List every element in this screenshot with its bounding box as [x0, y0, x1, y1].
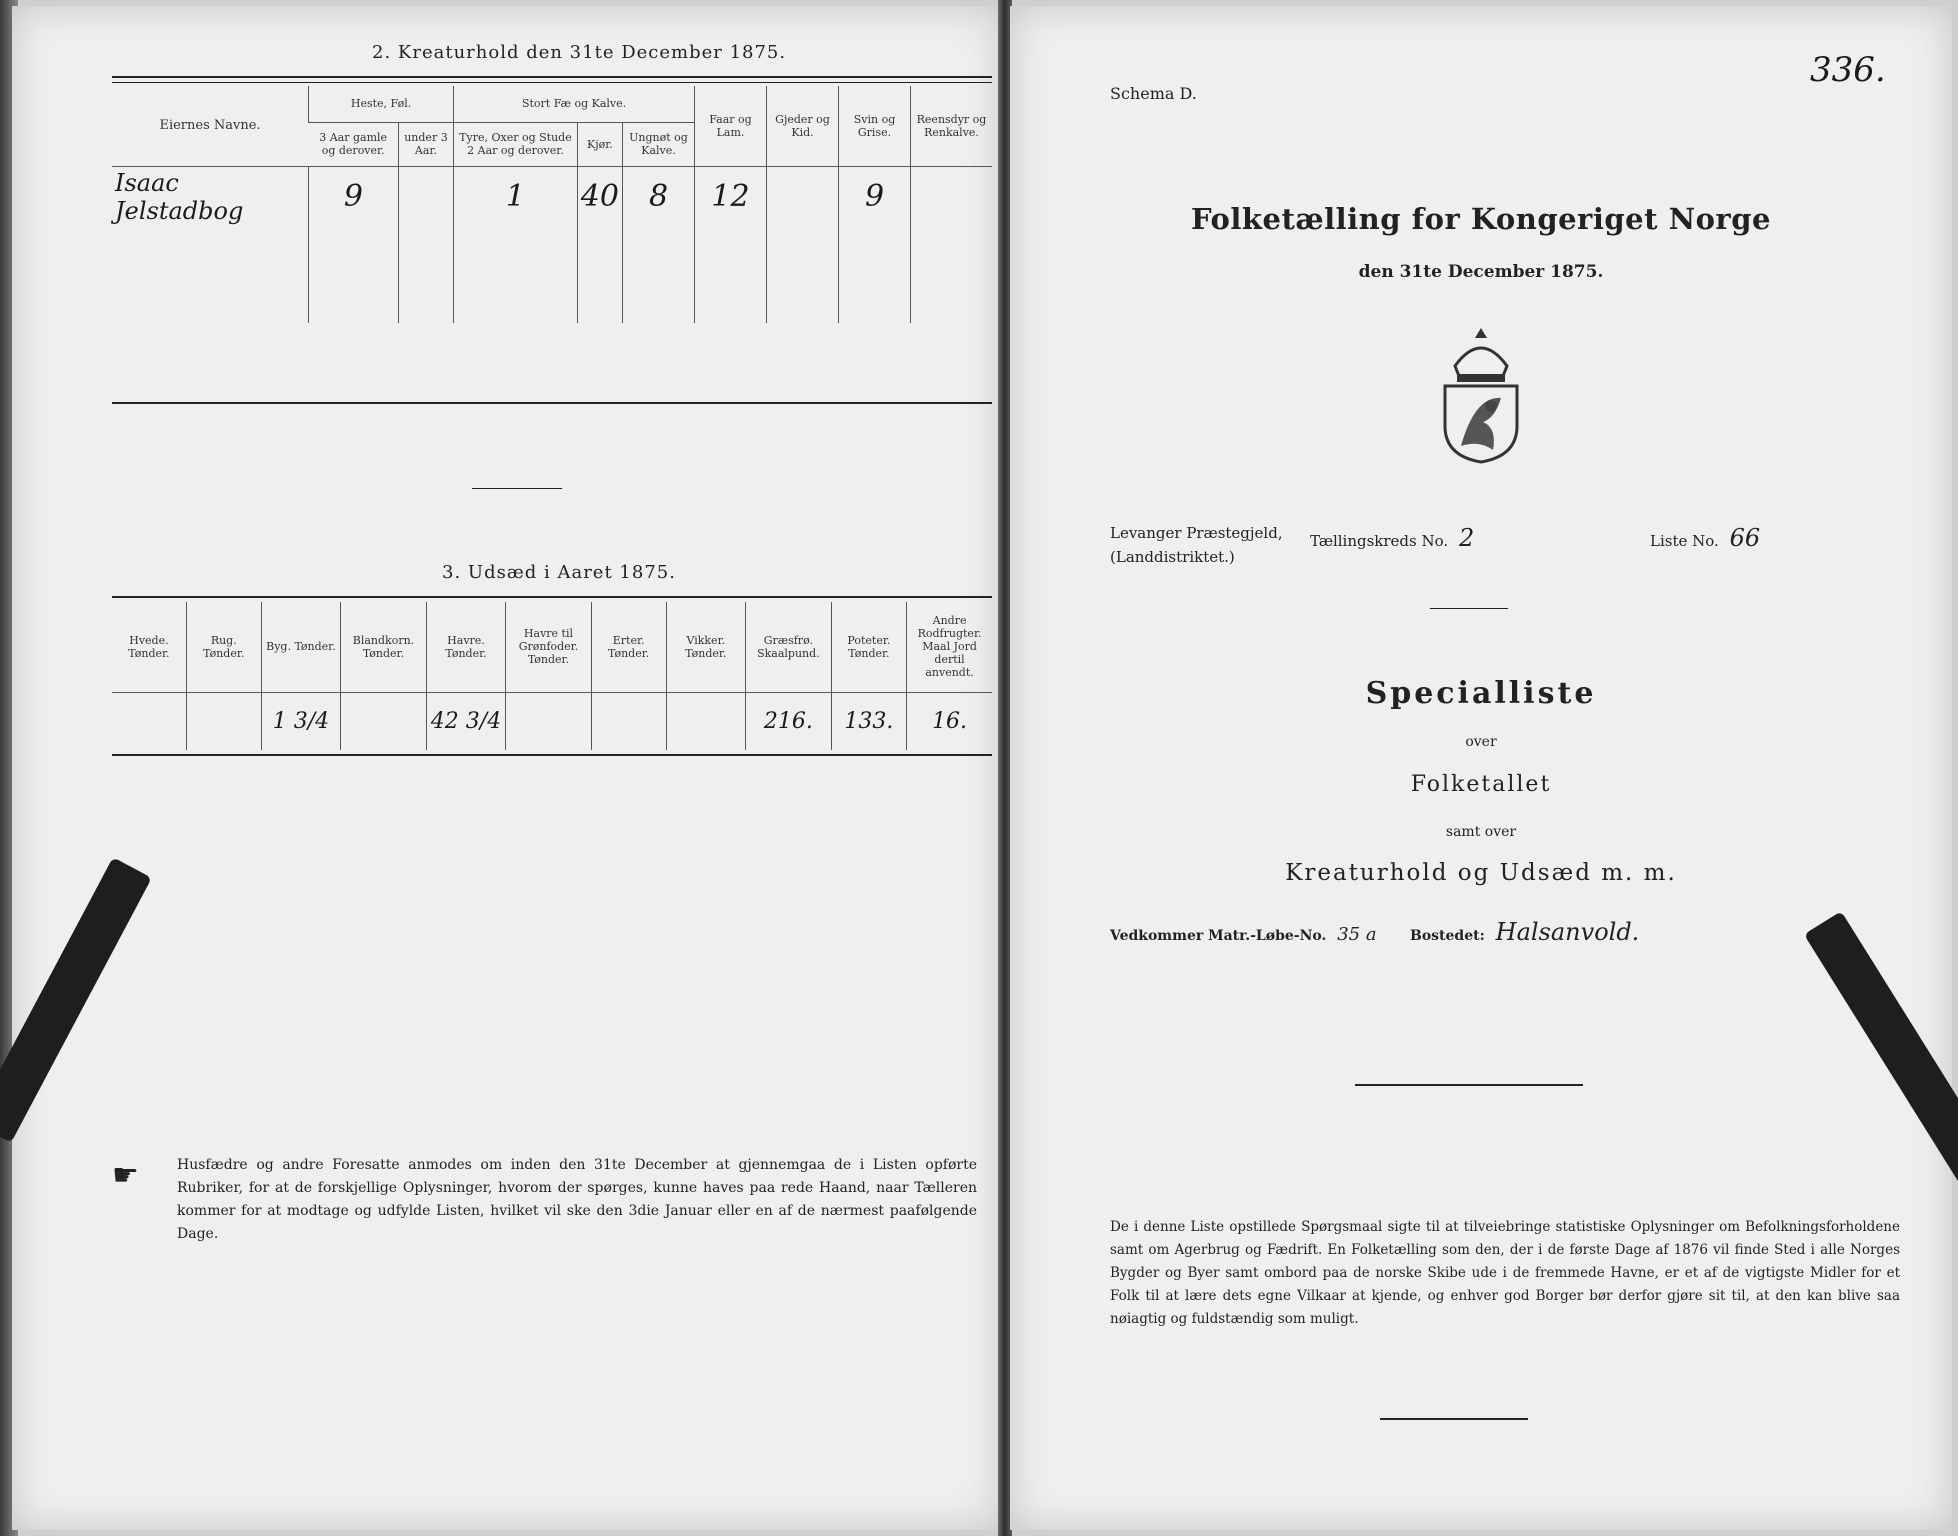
right-page	[1010, 6, 1952, 1530]
samt-over-label: samt over	[1445, 824, 1517, 840]
col-peas: Erter. Tønder.	[591, 602, 666, 692]
over-label: over	[1465, 734, 1497, 750]
group-cattle: Stort Fæ og Kalve.	[454, 86, 695, 122]
cell-cows: 40	[577, 166, 622, 227]
divider	[1430, 608, 1508, 609]
district-sub: (Landdistriktet.)	[1110, 548, 1235, 566]
list-number: 66	[1729, 524, 1761, 552]
top-rule-2	[112, 82, 992, 83]
left-page	[12, 6, 1002, 1530]
table-row	[112, 291, 992, 323]
cell-oats: 42 3/4	[426, 692, 505, 750]
cell-horse-3y: 9	[309, 166, 399, 227]
col-oats: Havre. Tønder.	[426, 602, 505, 692]
divider	[472, 488, 562, 489]
district-label: Tællingskreds No.	[1310, 532, 1449, 550]
col-bulls: Tyre, Oxer og Stude 2 Aar og derover.	[454, 122, 578, 166]
cell-sheep: 12	[695, 166, 767, 227]
cell-goats	[767, 166, 839, 227]
owner-name: Isaac Jelstadbog	[115, 168, 244, 225]
table-row	[112, 692, 992, 750]
table-row	[112, 259, 992, 291]
seed-bottom-rule	[112, 754, 992, 756]
col-vetch: Vikker. Tønder.	[666, 602, 745, 692]
bosted-field	[1410, 918, 1639, 946]
livestock-title: 2. Kreaturhold den 31te December 1875.	[372, 42, 787, 63]
seed-table	[112, 602, 992, 750]
cell-young-cattle: 8	[622, 166, 694, 227]
cell-mixed-grain	[341, 692, 427, 750]
matr-field	[1110, 924, 1377, 945]
seed-top-rule	[112, 596, 992, 598]
cell-green-oats	[506, 692, 591, 750]
livestock-table	[112, 86, 992, 323]
col-horse-3y: 3 Aar gamle og derover.	[309, 122, 399, 166]
cell-grass-seed: 216.	[746, 692, 832, 750]
document-title: Folketælling for Kongeriget Norge	[1191, 202, 1771, 236]
col-green-oats: Havre til Grønfoder. Tønder.	[506, 602, 591, 692]
col-barley: Byg. Tønder.	[261, 602, 340, 692]
footnote-text: De i denne Liste opstillede Spørgsmaal sigte til at tilveiebringe statistiske Oplysninger om Befolkningsforholdene samt om Agerbrug og Fædrift. En Folketælling som den, der i de første Dage af 1876 vil finde Sted i alle Norges Bygder og Byer samt ombord paa de norske Skibe ude i de fremmede Havne, er et af de vigtigste Midler for et Folk til at lære dets egne Vilkaar at kjende, og enhver god Borger bør derfor gjøre sit til, at den kan blive saa nøiagtig og fuldstændig som muligt.	[1110, 1219, 1900, 1327]
seed-title: 3. Udsæd i Aaret 1875.	[442, 562, 676, 583]
page-number: 336.	[1810, 50, 1886, 90]
divider	[1380, 1418, 1528, 1420]
schema-label: Schema D.	[1110, 84, 1197, 103]
cell-pigs: 9	[839, 166, 911, 227]
matr-label: Vedkommer Matr.-Løbe-No.	[1110, 928, 1327, 944]
cell-horse-under3	[398, 166, 453, 227]
matr-number: 35 a	[1337, 924, 1377, 945]
cell-vetch	[666, 692, 745, 750]
cell-reindeer	[911, 166, 993, 227]
col-horse-under3: under 3 Aar.	[398, 122, 453, 166]
notice-text: Husfædre og andre Foresatte anmodes om inden den 31te December at gjennemgaa de i Listen opførte Rubriker, for at de forskjellige Oplysninger, hvorom der spørges, kunne haves paa rede Haand, naar Tælleren kommer for at modtage og udfylde Listen, hvilket vil ske den 3die Januar eller en af de nærmest paafølgende Dage.	[177, 1157, 977, 1242]
cell-potatoes: 133.	[831, 692, 906, 750]
cell-peas	[591, 692, 666, 750]
district-number: 2	[1458, 524, 1475, 552]
owner-header: Eiernes Navne.	[112, 86, 309, 166]
cell-bulls: 1	[454, 166, 578, 227]
col-rye: Rug. Tønder.	[186, 602, 261, 692]
cell-rye	[186, 692, 261, 750]
census-date: den 31te December 1875.	[1358, 262, 1604, 282]
coat-of-arms-icon	[1435, 324, 1527, 464]
group-horses: Heste, Føl.	[309, 86, 454, 122]
col-wheat: Hvede. Tønder.	[112, 602, 186, 692]
list-label: Liste No.	[1650, 532, 1719, 550]
col-potatoes: Poteter. Tønder.	[831, 602, 906, 692]
cell-wheat	[112, 692, 186, 750]
col-cows: Kjør.	[577, 122, 622, 166]
parish-label: Levanger Præstegjeld,	[1110, 524, 1283, 542]
bosted-value: Halsanvold.	[1495, 918, 1640, 946]
col-reindeer: Reensdyr og Renkalve.	[911, 86, 993, 166]
top-rule	[112, 76, 992, 78]
divider	[1355, 1084, 1583, 1086]
list-field	[1650, 524, 1760, 552]
cell-barley: 1 3/4	[261, 692, 340, 750]
col-pigs: Svin og Grise.	[839, 86, 911, 166]
bosted-label: Bostedet:	[1410, 928, 1485, 944]
col-grass-seed: Græsfrø. Skaalpund.	[746, 602, 832, 692]
col-mixed-grain: Blandkorn. Tønder.	[341, 602, 427, 692]
folketallet-heading: Folketallet	[1410, 772, 1552, 797]
col-young-cattle: Ungnøt og Kalve.	[622, 122, 694, 166]
special-list-heading: Specialliste	[1365, 676, 1597, 711]
col-sheep: Faar og Lam.	[695, 86, 767, 166]
pointing-hand-icon: ☛	[112, 1158, 139, 1193]
district-field	[1310, 524, 1474, 552]
col-root-crops: Andre Rodfrugter. Maal Jord dertil anvendt.	[907, 602, 992, 692]
col-goats: Gjeder og Kid.	[767, 86, 839, 166]
table-bottom-rule	[112, 402, 992, 404]
kreaturhold-heading: Kreaturhold og Udsæd m. m.	[1285, 860, 1677, 886]
table-row	[112, 166, 992, 227]
table-row	[112, 227, 992, 259]
cell-root-crops: 16.	[907, 692, 992, 750]
